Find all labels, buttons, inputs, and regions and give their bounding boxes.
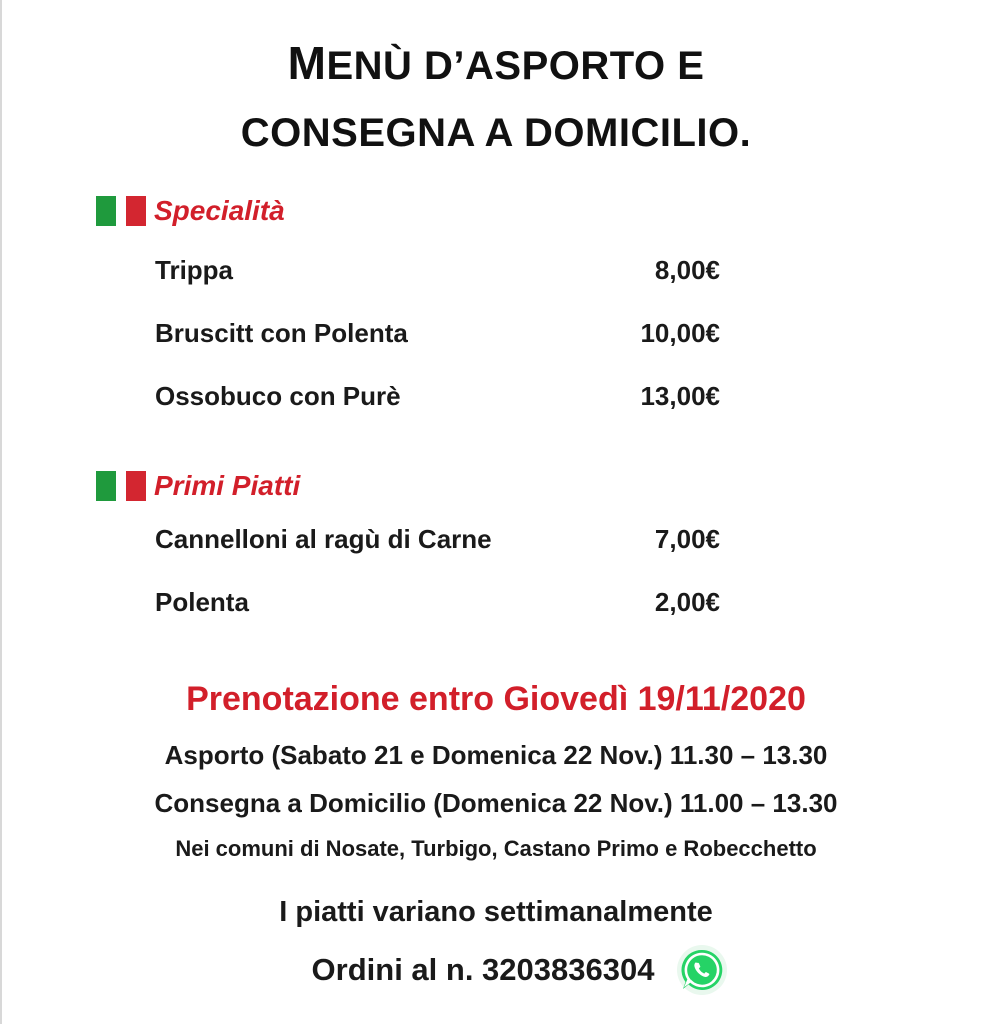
item-name: Polenta — [155, 587, 249, 617]
menu-title-line1: MENÙ D’ASPORTO E — [287, 37, 705, 89]
booking-deadline: Prenotazione entro Giovedì 19/11/2020 — [186, 680, 806, 718]
delivery-hours: Consegna a Domicilio (Domenica 22 Nov.) 11.00 – 13.30 — [154, 788, 838, 818]
item-name: Cannelloni al ragù di Carne — [155, 524, 492, 554]
italian-flag-icon — [96, 471, 146, 501]
whatsapp-icon[interactable] — [676, 944, 728, 996]
menu-item — [155, 587, 720, 618]
section-title: Primi Piatti — [154, 470, 301, 501]
item-price: 8,00€ — [654, 255, 720, 285]
item-name: Bruscitt con Polenta — [155, 318, 408, 348]
menu-title-line2: CONSEGNA A DOMICILIO. — [240, 111, 752, 155]
section-title: Specialità — [154, 195, 285, 226]
item-price: 2,00€ — [654, 587, 720, 617]
weekly-note: I piatti variano settimanalmente — [279, 896, 713, 928]
menu-item — [155, 524, 720, 555]
section-specialita-header — [96, 195, 285, 227]
menu-item — [155, 381, 720, 412]
order-line — [0, 944, 992, 996]
italian-flag-icon — [96, 196, 146, 226]
menu-item — [155, 318, 720, 349]
item-name: Ossobuco con Purè — [155, 381, 401, 411]
item-price: 7,00€ — [654, 524, 720, 554]
menu-item — [155, 255, 720, 286]
item-price: 13,00€ — [640, 381, 720, 411]
takeaway-hours: Asporto (Sabato 21 e Domenica 22 Nov.) 11.30 – 13.30 — [164, 740, 828, 770]
section-primi-header — [96, 470, 300, 502]
item-name: Trippa — [155, 255, 234, 285]
order-phone: Ordini al n. 3203836304 — [311, 952, 655, 987]
delivery-areas: Nei comuni di Nosate, Turbigo, Castano Primo e Robecchetto — [175, 836, 817, 861]
item-price: 10,00€ — [640, 318, 720, 348]
